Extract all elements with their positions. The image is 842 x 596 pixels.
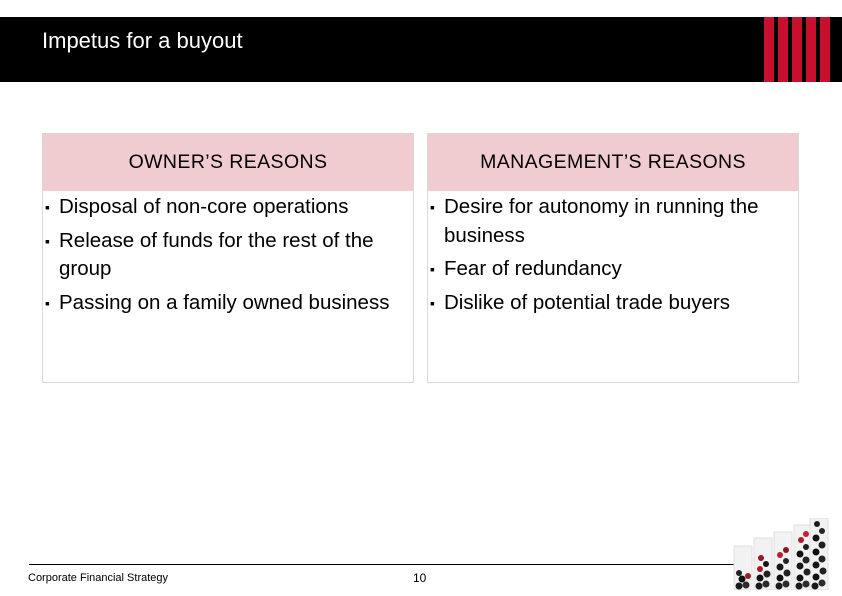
owner-reasons-list (43, 191, 413, 317)
owner-reasons-heading: OWNER’S REASONS (43, 134, 413, 191)
square-bullet-icon: ▪ (430, 199, 435, 215)
accent-stripe (806, 17, 816, 82)
list-item-text: Release of funds for the rest of the group (59, 228, 374, 280)
square-bullet-icon: ▪ (430, 261, 435, 277)
accent-stripe (764, 17, 774, 82)
accent-stripe (778, 17, 788, 82)
list-item (430, 255, 790, 284)
accent-stripes-icon (764, 17, 832, 82)
list-item-text: Dislike of potential trade buyers (444, 290, 731, 314)
square-bullet-icon: ▪ (45, 232, 50, 249)
management-reasons-heading: MANAGEMENT’S REASONS (428, 134, 798, 191)
owner-reasons-box (42, 133, 414, 383)
list-item (45, 193, 405, 222)
square-bullet-icon: ▪ (45, 199, 50, 215)
list-item-text: Disposal of non-core operations (59, 195, 349, 218)
slide-title: Impetus for a buyout (42, 28, 243, 53)
list-item (45, 289, 405, 318)
square-bullet-icon: ▪ (430, 294, 435, 311)
management-reasons-box (427, 133, 799, 383)
list-item-text: Passing on a family owned business (59, 290, 390, 314)
title-bar (0, 17, 842, 82)
list-item (430, 289, 790, 318)
list-item-text: Fear of redundancy (444, 257, 622, 280)
footer-divider (29, 564, 749, 565)
accent-stripe (820, 17, 830, 82)
list-item-text: Desire for autonomy in running the business (444, 195, 759, 247)
page-number: 10 (413, 571, 427, 585)
footer-source: Corporate Financial Strategy (28, 572, 169, 584)
square-bullet-icon: ▪ (45, 294, 50, 311)
list-item (45, 227, 405, 284)
management-reasons-list (428, 191, 798, 317)
accent-stripe (792, 17, 802, 82)
list-item (430, 193, 790, 250)
stacked-jars-icon (730, 518, 830, 590)
